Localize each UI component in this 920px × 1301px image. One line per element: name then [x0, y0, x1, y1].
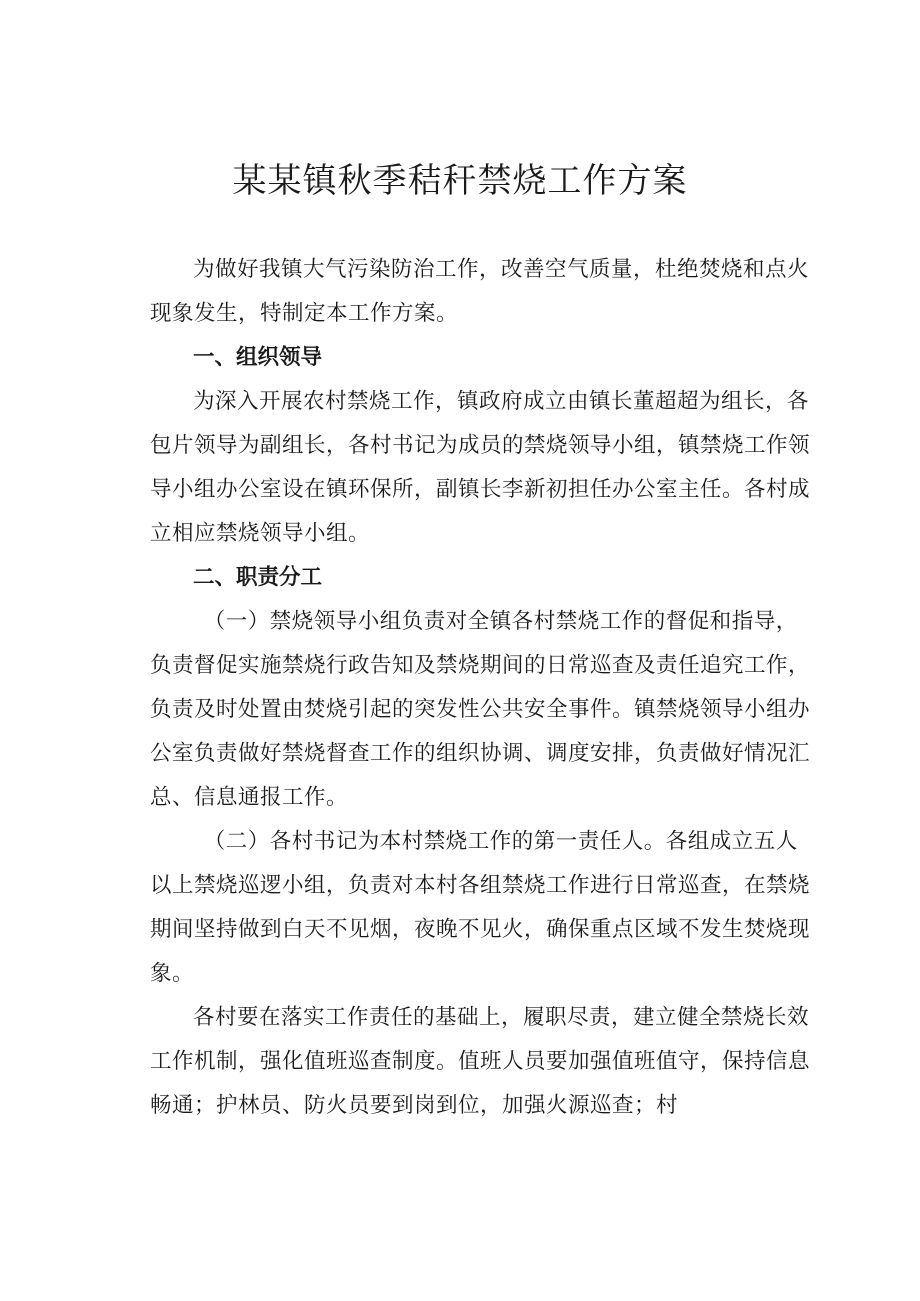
section-heading-organization: 一、组织领导: [193, 345, 323, 370]
document-title: 某某镇秋季秸秆禁烧工作方案: [232, 161, 688, 201]
responsibility-paragraph-3: 各村要在落实工作责任的基础上，履职尽责，建立健全禁烧长效工作机制，强化值班巡查制度。值班人员要加强值班值守，保持信息畅通；护林员、防火员要到岗到位，加强火源巡查；村: [150, 1005, 811, 1118]
section-organization-body: 为深入开展农村禁烧工作，镇政府成立由镇长董超超为组长，各包片领导为副组长，各村书记为成员的禁烧领导小组，镇禁烧工作领导小组办公室设在镇环保所，副镇长李新初担任办公室主任。各村成立相应禁烧领导小组。: [150, 389, 811, 546]
responsibility-item-2: （二）各村书记为本村禁烧工作的第一责任人。各组成立五人以上禁烧巡逻小组，负责对本村各组禁烧工作进行日常巡查，在禁烧期间坚持做到白天不见烟，夜晚不见火，确保重点区域不发生焚烧现象。: [150, 829, 811, 986]
document-body: [150, 248, 810, 1128]
section-heading-responsibilities: 二、职责分工: [193, 565, 323, 590]
intro-paragraph: 为做好我镇大气污染防治工作，改善空气质量，杜绝焚烧和点火现象发生，特制定本工作方案。: [150, 257, 810, 326]
responsibility-item-1: （一）禁烧领导小组负责对全镇各村禁烧工作的督促和指导，负责督促实施禁烧行政告知及禁烧期间的日常巡查及责任追究工作，负责及时处置由焚烧引起的突发性公共安全事件。镇禁烧领导小组办公室负责做好禁烧督查工作的组织协调、调度安排，负责做好情况汇总、信息通报工作。: [150, 609, 811, 810]
